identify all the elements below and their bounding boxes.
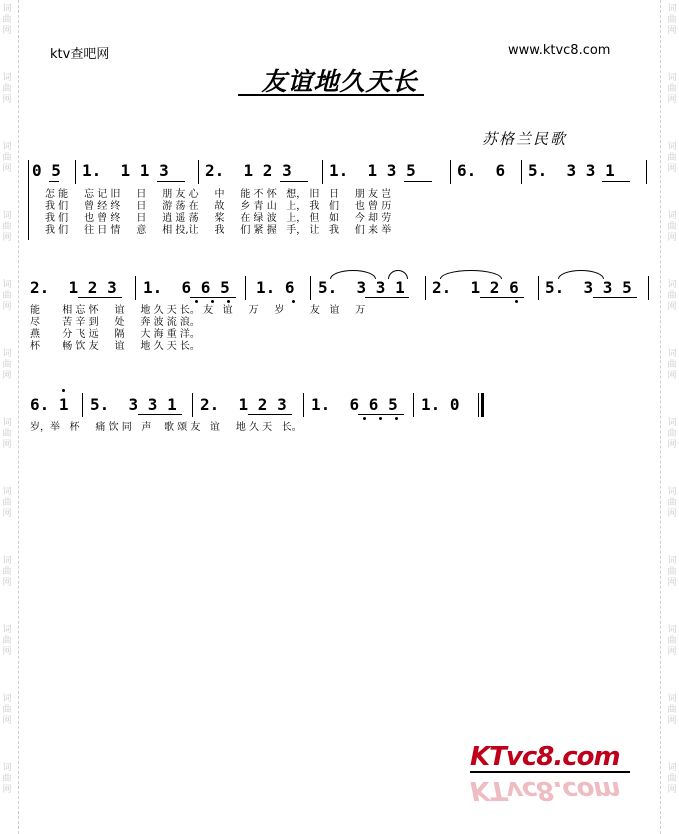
eighth-underline bbox=[480, 297, 524, 298]
low-octave-dot bbox=[515, 300, 518, 303]
low-octave-dot bbox=[395, 417, 398, 420]
barline bbox=[538, 276, 539, 300]
watermark-group: 词 曲 网 bbox=[667, 694, 677, 726]
logo-underline bbox=[470, 771, 630, 773]
measure: 2. 1 2 3 bbox=[205, 161, 292, 180]
barline bbox=[198, 160, 199, 184]
watermark-group: 词 曲 网 bbox=[667, 556, 677, 588]
site-name: ktv查吧网 bbox=[50, 47, 110, 62]
eighth-underline bbox=[280, 181, 308, 182]
barline bbox=[135, 276, 136, 300]
title-underline bbox=[238, 94, 424, 96]
measure: 6. 1 bbox=[30, 395, 69, 414]
watermark-group: 词 曲 网 bbox=[667, 73, 677, 105]
watermark-right bbox=[665, 0, 679, 834]
measure: 5. 3 3 1 bbox=[318, 278, 405, 297]
watermark-left bbox=[0, 0, 14, 834]
measure: 0 5 bbox=[32, 161, 61, 180]
barline bbox=[75, 160, 76, 184]
low-octave-dot bbox=[363, 417, 366, 420]
measure: 5. 3 3 1 bbox=[528, 161, 615, 180]
lyric-line: 怎 能 忘 记 旧 日 朋 友 心 中 能 不 怀 想， 旧 日 朋 友 岂 bbox=[45, 189, 392, 200]
watermark-group: 词 曲 网 bbox=[2, 349, 12, 381]
lyric-line: 能 相 忘 怀 谊 地 久 天 长。 友 谊 万 岁 友 谊 万 bbox=[30, 305, 366, 316]
measure: 1. 0 bbox=[421, 395, 460, 414]
tie-slur bbox=[440, 270, 502, 279]
watermark-group: 词 曲 网 bbox=[667, 211, 677, 243]
low-octave-dot bbox=[227, 300, 230, 303]
eighth-underline bbox=[602, 181, 630, 182]
measure: 1. 6 bbox=[256, 278, 295, 297]
low-octave-dot bbox=[195, 300, 198, 303]
watermark-group: 词 曲 网 bbox=[2, 4, 12, 36]
tie-slur bbox=[558, 270, 604, 279]
site-logo-reflection: KTvc8.com bbox=[470, 775, 620, 805]
barline bbox=[425, 276, 426, 300]
watermark-group: 词 曲 网 bbox=[2, 211, 12, 243]
eighth-underline bbox=[248, 414, 292, 415]
lyric-line: 尽 苦 辛 到 处 奔 波 流 浪。 bbox=[30, 317, 200, 328]
watermark-group: 词 曲 网 bbox=[667, 487, 677, 519]
measure: 1. 6 6 5 bbox=[311, 395, 398, 414]
watermark-group: 词 曲 网 bbox=[2, 73, 12, 105]
lyric-line: 我 们 往 日 情 意 相 投,让 我 们 紧 握 手， 让 我 们 来 举 bbox=[45, 225, 392, 236]
barline bbox=[648, 276, 649, 300]
lyric-line: 我 们 也 曾 终 日 逍 遥 荡 桨 在 绿 波 上， 但 如 今 却 劳 bbox=[45, 213, 392, 224]
eighth-underline bbox=[138, 414, 182, 415]
watermark-group: 词 曲 网 bbox=[667, 418, 677, 450]
watermark-group: 词 曲 网 bbox=[667, 763, 677, 795]
barline bbox=[310, 276, 311, 300]
watermark-group: 词 曲 网 bbox=[2, 487, 12, 519]
measure: 1. 6 6 5 bbox=[143, 278, 230, 297]
high-octave-dot bbox=[62, 389, 65, 392]
tie-slur bbox=[330, 270, 376, 279]
eighth-underline bbox=[190, 297, 236, 298]
barline bbox=[413, 393, 414, 417]
eighth-underline bbox=[78, 297, 122, 298]
song-title: 友谊地久天长 bbox=[261, 67, 418, 96]
barline bbox=[192, 393, 193, 417]
end-barline-thin bbox=[478, 393, 479, 417]
eighth-underline bbox=[358, 414, 404, 415]
watermark-group: 词 曲 网 bbox=[667, 4, 677, 36]
eighth-underline bbox=[593, 297, 637, 298]
measure: 6. 6 bbox=[457, 161, 506, 180]
watermark-group: 词 曲 网 bbox=[667, 349, 677, 381]
measure: 1. 1 3 5 bbox=[329, 161, 416, 180]
measure: 5. 3 3 1 bbox=[90, 395, 177, 414]
measure: 5. 3 3 5 bbox=[545, 278, 632, 297]
song-credit: 苏格兰民歌 bbox=[482, 130, 568, 148]
site-url[interactable]: www.ktvc8.com bbox=[508, 43, 611, 58]
lyric-line: 岁，举 杯 痛 饮 同 声 歌 颂 友 谊 地 久 天 长。 bbox=[30, 422, 302, 433]
eighth-underline bbox=[157, 181, 185, 182]
barline bbox=[646, 160, 647, 184]
measure: 2. 1 2 3 bbox=[30, 278, 117, 297]
site-logo: KTvc8.com bbox=[470, 742, 620, 772]
watermark-group: 词 曲 网 bbox=[2, 280, 12, 312]
tie-slur bbox=[388, 270, 408, 279]
barline bbox=[28, 160, 29, 240]
watermark-group: 词 曲 网 bbox=[667, 142, 677, 174]
watermark-group: 词 曲 网 bbox=[2, 556, 12, 588]
measure: 2. 1 2 6 bbox=[432, 278, 519, 297]
watermark-group: 词 曲 网 bbox=[667, 625, 677, 657]
end-barline-thick bbox=[481, 393, 484, 417]
low-octave-dot bbox=[379, 417, 382, 420]
lyric-line: 杯 畅 饮 友 谊 地 久 天 长。 bbox=[30, 341, 200, 352]
watermark-group: 词 曲 网 bbox=[667, 280, 677, 312]
measure: 1. 1 1 3 bbox=[82, 161, 169, 180]
barline bbox=[303, 393, 304, 417]
barline bbox=[245, 276, 246, 300]
lyric-line: 我 们 曾 经 终 日 游 荡 在 故 乡 青 山 上， 我 们 也 曾 历 bbox=[45, 201, 392, 212]
low-octave-dot bbox=[211, 300, 214, 303]
watermark-group: 词 曲 网 bbox=[2, 763, 12, 795]
lyric-line: 燕 分 飞 远 隔 大 海 重 洋。 bbox=[30, 329, 200, 340]
eighth-underline bbox=[404, 181, 432, 182]
barline bbox=[450, 160, 451, 184]
barline bbox=[521, 160, 522, 184]
eighth-underline bbox=[49, 181, 59, 182]
measure: 2. 1 2 3 bbox=[200, 395, 287, 414]
barline bbox=[82, 393, 83, 417]
low-octave-dot bbox=[292, 300, 295, 303]
watermark-group: 词 曲 网 bbox=[2, 625, 12, 657]
watermark-group: 词 曲 网 bbox=[2, 418, 12, 450]
barline bbox=[322, 160, 323, 184]
eighth-underline bbox=[365, 297, 409, 298]
watermark-group: 词 曲 网 bbox=[2, 142, 12, 174]
watermark-group: 词 曲 网 bbox=[2, 694, 12, 726]
